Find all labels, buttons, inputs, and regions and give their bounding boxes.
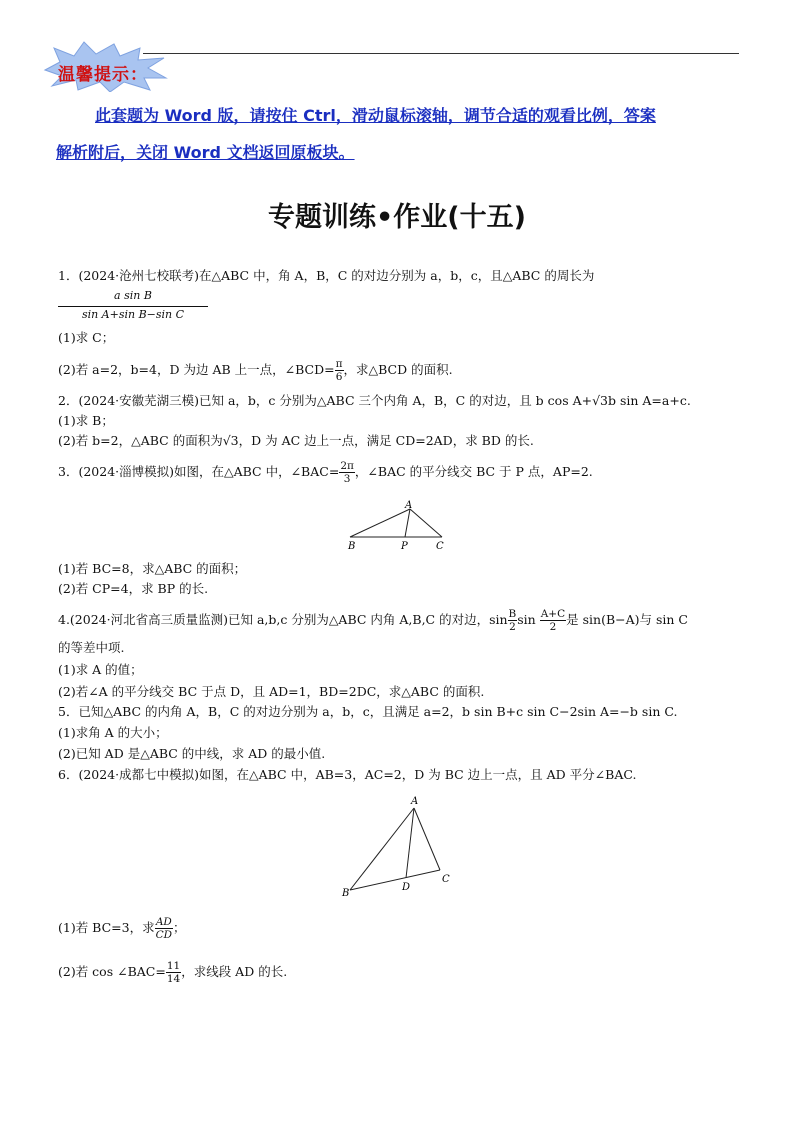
q3-frac-num: 2π: [340, 460, 354, 472]
q1-part2-frac: [335, 358, 344, 383]
q1-frac-den: sin A+sin B−sin C: [81, 308, 185, 321]
q3-label-a: A: [405, 500, 413, 511]
q3-part2: (2)若 CP=4，求 BP 的长.: [58, 581, 209, 596]
q3-triangle-figure: [340, 497, 450, 553]
q6-part2-den: 14: [166, 973, 181, 985]
q6-part1-num: AD: [155, 916, 172, 928]
q2-part1: (1)求 B；: [58, 413, 114, 428]
q3-side-ac: [410, 509, 442, 537]
q6-part1-den: CD: [155, 929, 173, 941]
q1-part2-a: (2)若 a=2，b=4，D 为边 AB 上一点，∠BCD=: [58, 362, 335, 377]
q4-frac2-num: A+C: [540, 608, 566, 620]
q6-part1: [58, 916, 186, 941]
q4-stem-2: 的等差中项.: [58, 640, 125, 655]
q5-part1: (1)求角 A 的大小；: [58, 725, 168, 740]
q3-label-c: C: [436, 541, 444, 552]
q1-fraction: [58, 288, 208, 323]
q3-frac-den: 3: [343, 473, 351, 485]
q4-frac1-num: B: [508, 608, 517, 620]
q1-frac-num: a sin B: [114, 289, 152, 302]
q3-label-p: P: [401, 541, 408, 552]
q3-stem-frac: [339, 460, 355, 485]
q4-part1: (1)求 A 的值；: [58, 662, 143, 677]
q3-stem-b: ，∠BAC 的平分线交 BC 于 P 点，AP=2.: [354, 464, 593, 479]
tip-line-2: 解析附后，关闭 Word 文档返回原板块。: [56, 143, 355, 162]
q4-frac1: [508, 608, 518, 633]
q6-side-ac: [414, 808, 440, 870]
q6-part2: [58, 960, 287, 985]
q4-stem-b: 是 sin(B−A)与 sin C: [566, 612, 688, 627]
q3-bisector-ap: [405, 509, 410, 537]
q3-label-b: B: [348, 541, 356, 552]
q3-side-ab: [350, 509, 410, 537]
q6-part2-num: 11: [166, 960, 181, 972]
q6-part1-b: ；: [173, 920, 186, 935]
tip-title: 温馨提示：: [58, 65, 148, 85]
q1-part2-b: ，求△BCD 的面积.: [343, 362, 453, 377]
q4-sin: sin: [517, 612, 536, 627]
q6-part1-frac: [155, 916, 173, 941]
q1-stem: 1．(2024·沧州七校联考)在△ABC 中，角 A，B，C 的对边分别为 a，b，c，且△ABC 的周长为: [58, 268, 595, 283]
q1-part2-den: 6: [335, 371, 343, 383]
q6-bisector-ad: [406, 808, 414, 878]
q2-stem: 2．(2024·安徽芜湖三模)已知 a，b，c 分别为△ABC 三个内角 A，B，C 的对边，且 b cos A+√3b sin A=a+c.: [58, 393, 691, 408]
q2-part2: (2)若 b=2，△ABC 的面积为√3，D 为 AC 边上一点，满足 CD=2AD，求 BD 的长.: [58, 433, 534, 448]
q4-stem-a: 4.(2024·河北省高三质量监测)已知 a,b,c 分别为△ABC 内角 A,B,C 的对边，sin: [58, 612, 508, 627]
header-rule: [143, 53, 739, 54]
q5-stem: 5．已知△ABC 的内角 A，B，C 的对边分别为 a，b，c，且满足 a=2，b sin B+c sin C−2sin A=−b sin C.: [58, 704, 678, 719]
page-title: 专题训练•作业(十五): [268, 202, 526, 233]
q6-stem: 6．(2024·成都七中模拟)如图，在△ABC 中，AB=3，AC=2，D 为 BC 边上一点，且 AD 平分∠BAC.: [58, 767, 637, 782]
q3-part1: (1)若 BC=8，求△ABC 的面积；: [58, 561, 247, 576]
q6-part2-a: (2)若 cos ∠BAC=: [58, 964, 166, 979]
q5-part2: (2)已知 AD 是△ABC 的中线，求 AD 的最小值.: [58, 746, 326, 761]
q6-part1-a: (1)若 BC=3，求: [58, 920, 155, 935]
q4-frac2-den: 2: [549, 621, 557, 633]
q4-stem: [58, 608, 688, 633]
tip-line-1: 此套题为 Word 版，请按住 Ctrl，滑动鼠标滚轴，调节合适的观看比例，答案: [95, 106, 656, 125]
q1-part1: (1)求 C；: [58, 330, 115, 345]
q6-label-d: D: [402, 882, 411, 893]
q6-label-c: C: [442, 874, 450, 885]
q6-triangle-figure: [338, 792, 456, 902]
q4-part2: (2)若∠A 的平分线交 BC 于点 D，且 AD=1，BD=2DC，求△ABC 的面积.: [58, 684, 485, 699]
q6-part2-frac: [166, 960, 181, 985]
q4-frac2: [540, 608, 566, 633]
q1-part2-num: π: [335, 358, 343, 370]
q4-frac1-den: 2: [509, 621, 516, 633]
q3-stem: [58, 460, 593, 485]
q6-part2-b: ，求线段 AD 的长.: [181, 964, 288, 979]
q1-part2: [58, 358, 453, 383]
q3-stem-a: 3．(2024·淄博模拟)如图，在△ABC 中，∠BAC=: [58, 464, 340, 479]
q6-label-b: B: [342, 888, 350, 899]
q6-label-a: A: [411, 796, 419, 807]
